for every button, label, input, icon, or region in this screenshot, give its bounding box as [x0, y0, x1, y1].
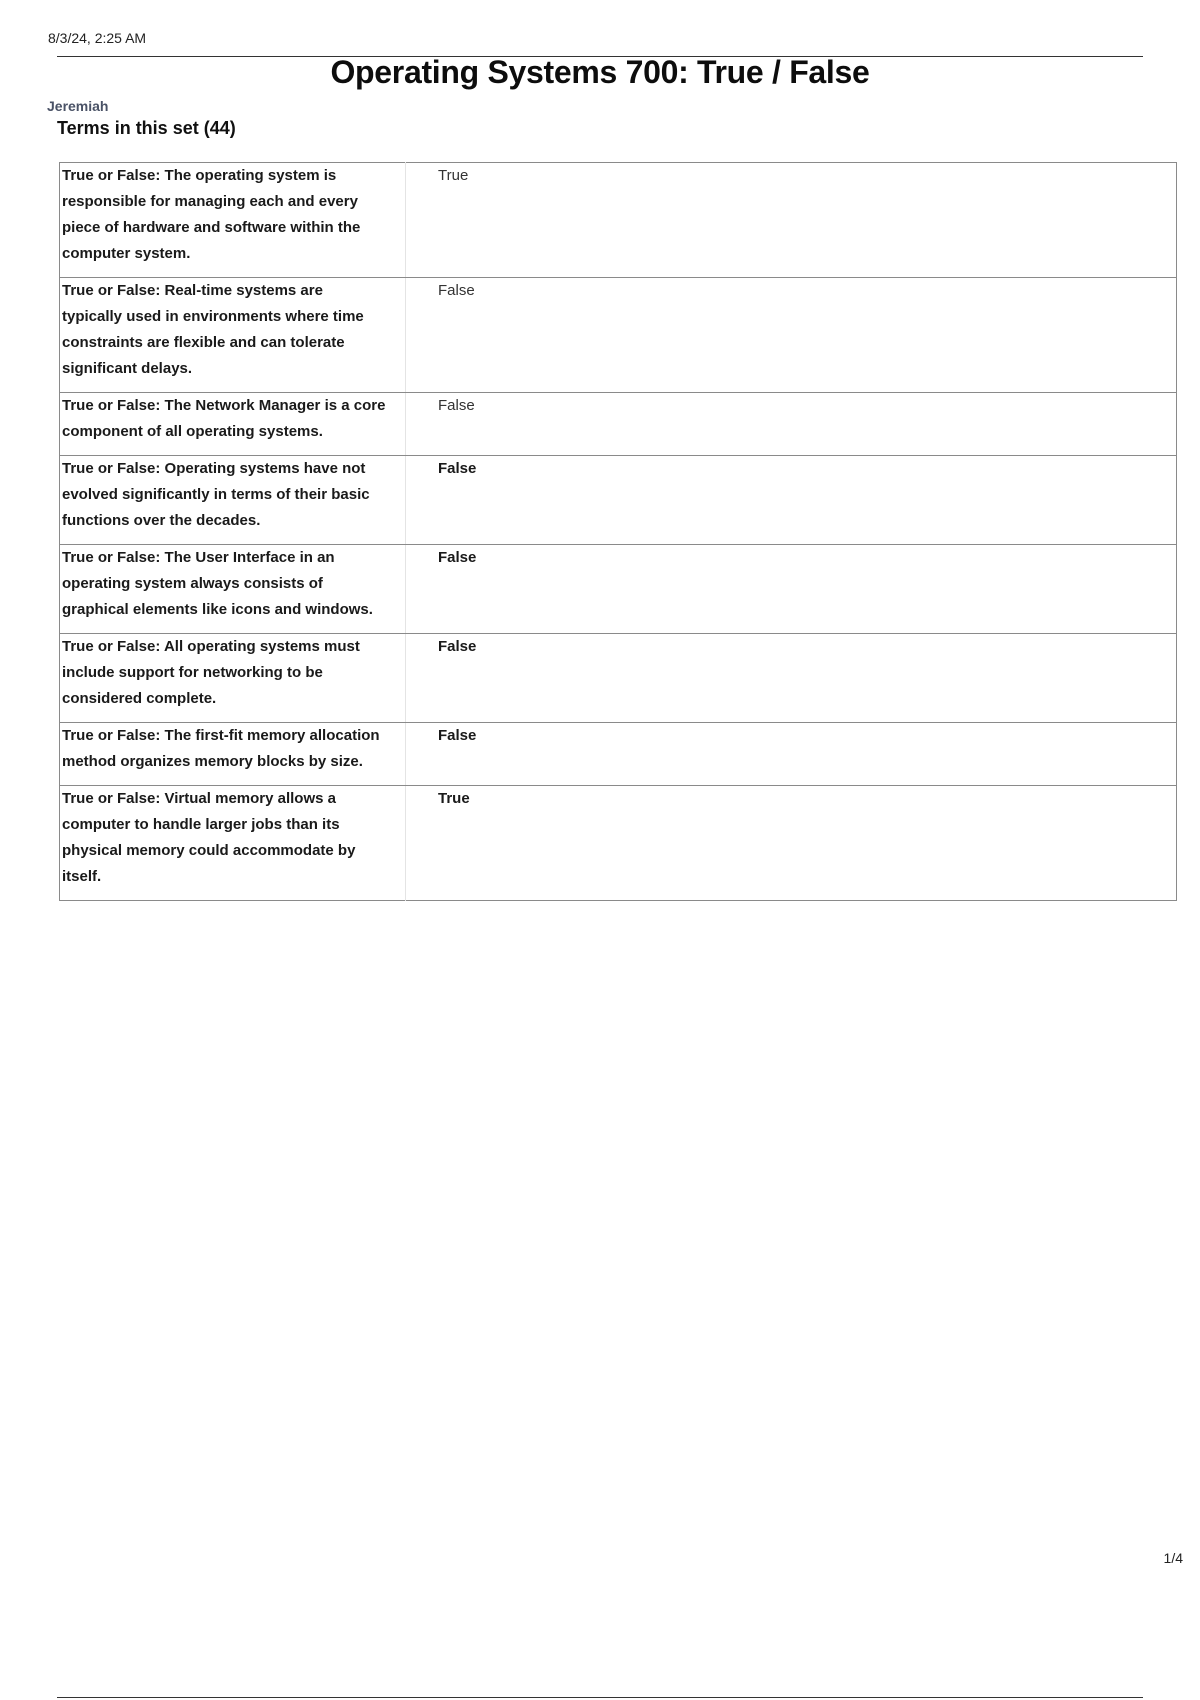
term-text: True or False: Virtual memory allows a computer to handle larger jobs than its physical memory could accommodate by itself. [60, 786, 406, 901]
definition-text: False [406, 723, 1177, 786]
definition-text: False [406, 545, 1177, 634]
definition-text: False [406, 278, 1177, 393]
print-date: 8/3/24, 2:25 AM [48, 30, 147, 46]
author-name[interactable]: Jeremiah [47, 98, 109, 114]
bottom-divider [57, 1697, 1143, 1698]
table-row [60, 456, 1177, 545]
table-row [60, 545, 1177, 634]
term-text: True or False: The first-fit memory allocation method organizes memory blocks by size. [60, 723, 406, 786]
term-text: True or False: The Network Manager is a core component of all operating systems. [60, 393, 406, 456]
term-text: True or False: The User Interface in an operating system always consists of graphical elements like icons and windows. [60, 545, 406, 634]
page-number: 1/4 [1163, 1550, 1183, 1566]
table-row [60, 786, 1177, 901]
term-text: True or False: Real-time systems are typically used in environments where time constraints are flexible and can tolerate significant delays. [60, 278, 406, 393]
term-text: True or False: All operating systems must include support for networking to be considered complete. [60, 634, 406, 723]
table-row [60, 163, 1177, 278]
term-text: True or False: Operating systems have not evolved significantly in terms of their basic functions over the decades. [60, 456, 406, 545]
definition-text: False [406, 634, 1177, 723]
table-row [60, 393, 1177, 456]
terms-table [59, 162, 1177, 901]
table-row [60, 634, 1177, 723]
term-text: True or False: The operating system is responsible for managing each and every piece of hardware and software within the computer system. [60, 163, 406, 278]
definition-text: False [406, 456, 1177, 545]
table-row [60, 278, 1177, 393]
table-row [60, 723, 1177, 786]
definition-text: True [406, 163, 1177, 278]
terms-heading: Terms in this set (44) [57, 118, 236, 138]
definition-text: True [438, 790, 470, 807]
definition-text: False [406, 393, 1177, 456]
page-title: Operating Systems 700: True / False [330, 54, 870, 90]
